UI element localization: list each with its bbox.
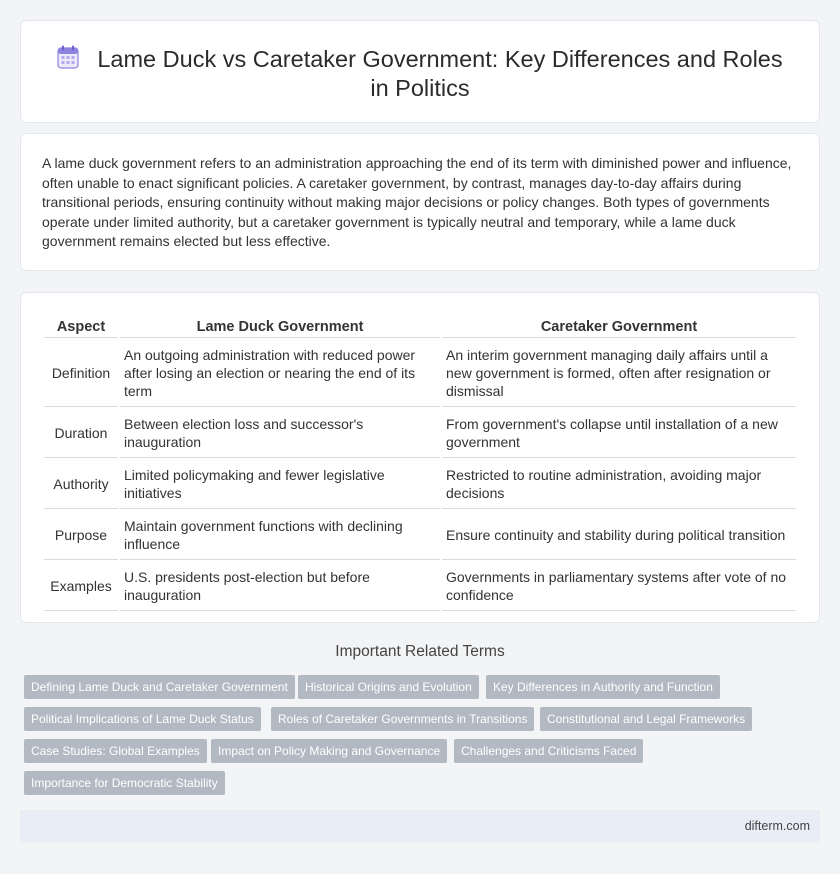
row-aspect: Authority	[44, 460, 118, 509]
comparison-table	[42, 314, 798, 613]
row-lame-duck: Between election loss and successor's inauguration	[120, 409, 440, 458]
row-aspect: Duration	[44, 409, 118, 458]
row-lame-duck: U.S. presidents post-election but before inauguration	[120, 562, 440, 611]
table-row	[44, 460, 796, 509]
row-caretaker: Ensure continuity and stability during political transition	[442, 511, 796, 560]
row-caretaker: From government's collapse until installation of a new government	[442, 409, 796, 458]
related-term-tag[interactable]: Case Studies: Global Examples	[24, 739, 207, 763]
related-term-tag[interactable]: Impact on Policy Making and Governance	[211, 739, 447, 763]
related-term-tag[interactable]: Political Implications of Lame Duck Status	[24, 707, 261, 731]
related-term-tag[interactable]: Challenges and Criticisms Faced	[454, 739, 643, 763]
row-aspect: Examples	[44, 562, 118, 611]
row-caretaker: An interim government managing daily affairs until a new government is formed, often after resignation or dismissal	[442, 340, 796, 407]
row-lame-duck: Maintain government functions with declining influence	[120, 511, 440, 560]
page-title-block	[51, 45, 789, 103]
related-term-tag[interactable]: Defining Lame Duck and Caretaker Government	[24, 675, 295, 699]
related-term-tag[interactable]: Roles of Caretaker Governments in Transitions	[271, 707, 534, 731]
related-terms-title: Important Related Terms	[335, 643, 505, 660]
footer-site-link[interactable]: difterm.com	[744, 819, 810, 833]
header-caretaker: Caretaker Government	[442, 316, 796, 338]
header-aspect: Aspect	[44, 316, 118, 338]
row-aspect: Definition	[44, 340, 118, 407]
table-row	[44, 511, 796, 560]
related-term-tag[interactable]: Historical Origins and Evolution	[298, 675, 479, 699]
comparison-card	[20, 292, 820, 623]
header-lame-duck: Lame Duck Government	[120, 316, 440, 338]
table-header-row	[44, 316, 796, 338]
intro-card	[20, 133, 820, 271]
related-term-tag[interactable]: Key Differences in Authority and Function	[486, 675, 720, 699]
table-row	[44, 562, 796, 611]
row-aspect: Purpose	[44, 511, 118, 560]
calendar-icon	[57, 45, 79, 69]
related-term-tag[interactable]: Constitutional and Legal Frameworks	[540, 707, 752, 731]
related-term-tag[interactable]: Importance for Democratic Stability	[24, 771, 225, 795]
footer	[20, 810, 820, 843]
row-lame-duck: Limited policymaking and fewer legislative initiatives	[120, 460, 440, 509]
row-caretaker: Restricted to routine administration, avoiding major decisions	[442, 460, 796, 509]
page-title: Lame Duck vs Caretaker Government: Key Differences and Roles in Politics	[97, 46, 783, 101]
row-caretaker: Governments in parliamentary systems after vote of no confidence	[442, 562, 796, 611]
table-row	[44, 340, 796, 407]
header-card	[20, 20, 820, 123]
table-row	[44, 409, 796, 458]
intro-paragraph: A lame duck government refers to an administration approaching the end of its term with diminished power and influence, often unable to enact significant policies. A caretaker government, by contrast, manages day-to-day affairs during transitional periods, ensuring continuity without making major decisions or policy changes. Both types of governments operate under limited authority, but a caretaker government is typically neutral and temporary, while a lame duck government remains elected but less effective.	[42, 155, 792, 250]
row-lame-duck: An outgoing administration with reduced power after losing an election or nearing the end of its term	[120, 340, 440, 407]
